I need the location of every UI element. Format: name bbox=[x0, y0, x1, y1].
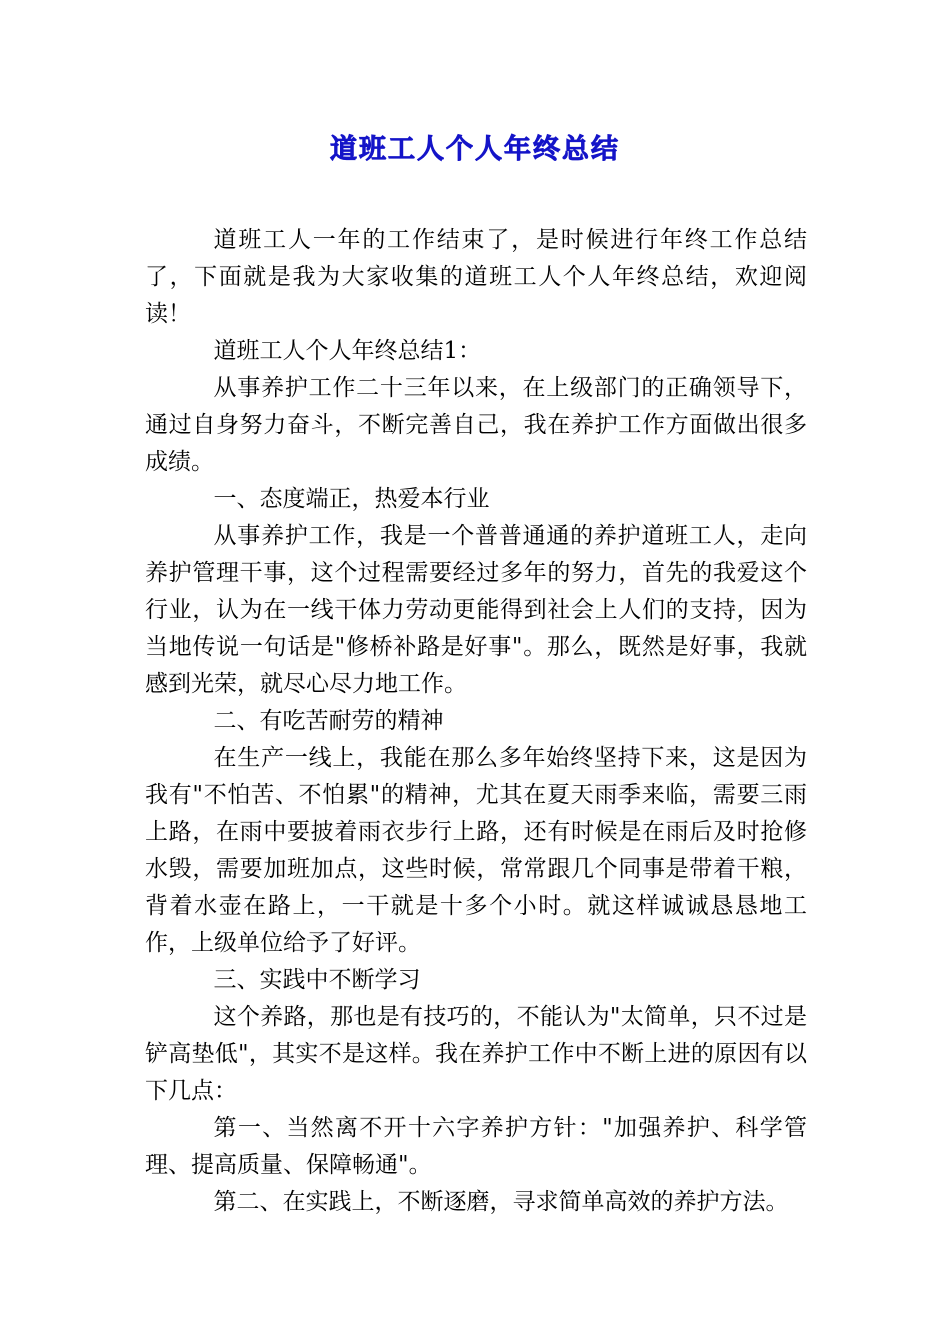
document-body bbox=[145, 222, 807, 1221]
paragraph-point-1: 第一、当然离不开十六字养护方针："加强养护、科学管理、提高质量、保障畅通"。 bbox=[145, 1115, 807, 1178]
paragraph-opening: 从事养护工作二十三年以来，在上级部门的正确领导下，通过自身努力奋斗，不断完善自己，我在养护工作方面做出很多成绩。 bbox=[145, 375, 807, 475]
section-heading-1: 一、态度端正，热爱本行业 bbox=[213, 486, 490, 512]
paragraph-section-3: 这个养路，那也是有技巧的，不能认为"太简单，只不过是铲高垫低"，其实不是这样。我在养护工作中不断上进的原因有以下几点： bbox=[145, 1004, 807, 1104]
section-heading-2: 二、有吃苦耐劳的精神 bbox=[213, 708, 444, 734]
paragraph-section-2: 在生产一线上，我能在那么多年始终坚持下来，这是因为我有"不怕苦、不怕累"的精神，尤其在夏天雨季来临，需要三雨上路，在雨中要披着雨衣步行上路，还有时候是在雨后及时抢修水毁，需要加班加点，这些时候，常常跟几个同事是带着干粮，背着水壶在路上，一干就是十多个小时。就这样诚诚恳恳地工作，上级单位给予了好评。 bbox=[145, 745, 807, 956]
paragraph-point-2: 第二、在实践上，不断逐磨，寻求简单高效的养护方法。 bbox=[213, 1189, 789, 1215]
section-heading-3: 三、实践中不断学习 bbox=[213, 967, 421, 993]
paragraph-intro: 道班工人一年的工作结束了，是时候进行年终工作总结了，下面就是我为大家收集的道班工人个人年终总结，欢迎阅读！ bbox=[145, 227, 807, 327]
paragraph-subtitle: 道班工人个人年终总结1： bbox=[213, 338, 482, 364]
paragraph-section-1: 从事养护工作，我是一个普普通通的养护道班工人，走向养护管理干事，这个过程需要经过多年的努力，首先的我爱这个行业，认为在一线干体力劳动更能得到社会上人们的支持，因为当地传说一句话是"修桥补路是好事"。那么，既然是好事，我就感到光荣，就尽心尽力地工作。 bbox=[145, 523, 807, 697]
document-title: 道班工人个人年终总结 bbox=[330, 134, 620, 165]
